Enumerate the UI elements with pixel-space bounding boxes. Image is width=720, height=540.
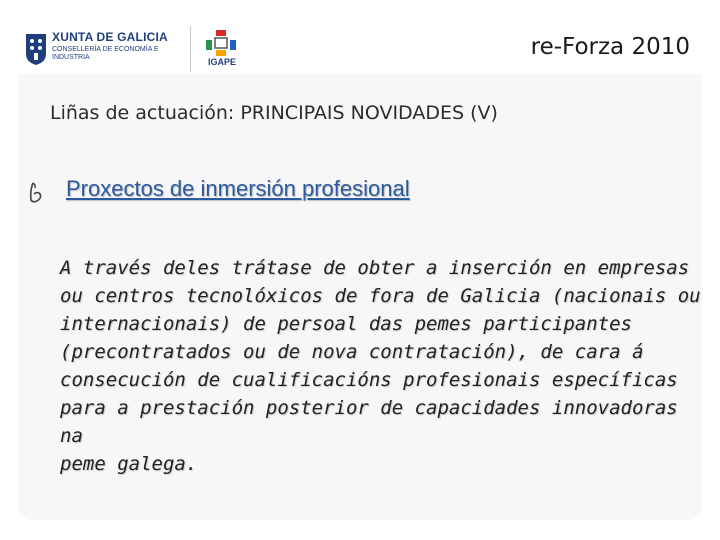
xunta-logo-department: CONSELLERÍA DE ECONOMÍA E INDUSTRIA <box>52 46 159 61</box>
igape-logo-label: IGAPE <box>207 57 236 67</box>
igape-logo <box>200 30 244 70</box>
bullet-heading: Proxectos de inmersión profesional <box>66 176 410 201</box>
program-title: re-Forza 2010 <box>530 34 690 60</box>
logo-divider <box>190 26 191 72</box>
igape-mark-icon <box>206 30 236 56</box>
script-b-bullet-icon <box>28 182 44 204</box>
xunta-shield-icon <box>24 32 48 66</box>
slide-subtitle: Liñas de actuación: PRINCIPAIS NOVIDADES (V) <box>50 102 498 124</box>
body-paragraph: A través deles trátase de obter a inserción en empresas ou centros tecnolóxicos de fora de Galicia (nacionais ou internacionais) de persoal das pemes participantes (precontratados ou de nova contratación), de cara á consecución de cualificacións profesionais específicas para a prestación posterior de capacidades innovadoras na peme galega. <box>60 257 701 475</box>
xunta-logo-name: XUNTA DE GALICIA <box>52 30 168 44</box>
xunta-logo <box>24 30 184 74</box>
